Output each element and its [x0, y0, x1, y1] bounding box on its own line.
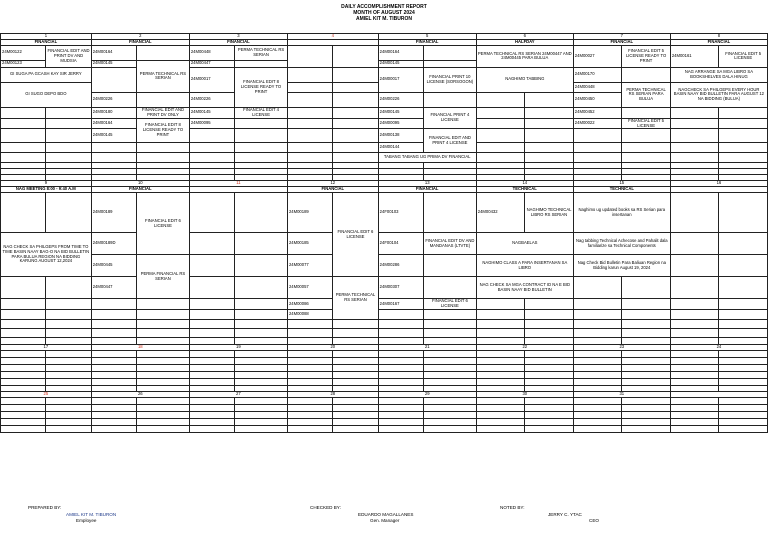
day-11: 11 — [189, 181, 287, 187]
checked-by-name: EDUARDO MAGALLANES — [358, 512, 414, 517]
week2-row — [1, 310, 768, 320]
entry-code: 24M00189 — [287, 193, 332, 233]
day-12: 12 — [287, 181, 378, 187]
entry-task: TABANG TABANG UG PRIMA DV FINANCIAL — [378, 153, 476, 163]
day-3: 3 — [189, 34, 287, 40]
week1-row — [1, 143, 768, 153]
entry-code: 24M00448 — [573, 82, 622, 92]
prepared-by-role: Employee — [76, 518, 97, 523]
day-16: 16 — [670, 181, 767, 187]
entry-code: 24M00086 — [287, 299, 332, 310]
entry-code: 24M00189D — [91, 233, 136, 255]
week1-row — [1, 118, 768, 129]
noted-by-label: NOTED BY: — [500, 505, 525, 510]
day-8: 8 — [670, 34, 767, 40]
day-27: 27 — [189, 392, 287, 398]
entry-task: NAG CHECK SA PHILGEPS FROM TIME TO TIME BASIN NAAY BAG-O NA BID BULLETIN PARA BULUA REGION NA BIDDING KARUNG AUGUST 12,2024 — [1, 233, 92, 277]
day-2: 2 — [91, 34, 189, 40]
entry-task: FINANCIAL EDIT 6 LICENSE — [333, 193, 378, 277]
dept-day-9: NAG MEETING 8:00 - 9:40 A.M — [1, 187, 92, 193]
entry-task: FINANCIAL EDIT 5 LICENSE READY TO PRINT — [622, 45, 671, 67]
week1-row — [1, 153, 768, 163]
dept-day-1: FINANCIAL — [1, 39, 92, 45]
entry-code: 24M00077 — [287, 255, 332, 277]
entry-task: FINANCIAL EDIT 8 LICENSE READY TO PRINT — [235, 67, 288, 107]
entry-code: 24M00145 — [378, 107, 423, 118]
week2-row — [1, 193, 768, 233]
entry-task: PERMA TECHNICAL RS SERIAN 24M00447 AND 24M00445 PARA BULUA — [476, 45, 573, 67]
noted-by-name: JERRY C. YTAC — [548, 512, 582, 517]
entry-code: 24M00057 — [287, 277, 332, 299]
day-26: 26 — [91, 392, 189, 398]
entry-task: FINANCIAL EDIT 6 LICENSE — [137, 193, 190, 255]
entry-code: 24M00180 — [91, 107, 136, 118]
day-6: 6 — [476, 34, 573, 40]
entry-code: 24M00088 — [287, 310, 332, 320]
entry-code: 24M00448 — [189, 45, 234, 60]
entry-task: FINANCIAL PRINT 10 LICENSE (SORSOGON) — [424, 67, 477, 92]
dept-day-12: FINANCIAL — [287, 187, 378, 193]
day-19: 19 — [189, 345, 287, 351]
entry-task: NAGCHECK SA PHILGEPS EVERY HOUR BASIN NAAY BID BULLETIN PARA AUGUST 12 NA BIDDING (BULUA) — [670, 82, 767, 107]
dept-day-7: FINANCIAL — [573, 39, 670, 45]
entry-task: PERMA TECHNICAL RS SERIAN — [235, 45, 288, 60]
entry-code: 24M00445 — [91, 255, 136, 277]
entry-code: 24F00103 — [378, 193, 423, 233]
day-22: 22 — [476, 345, 573, 351]
entry-task: Nag tabbing Technical Achecose and Pahalit dala familiarize sa Technical Components — [573, 233, 670, 255]
report-month: MONTH OF AUGUST 2024 — [353, 10, 415, 16]
entry-task: FINANCIAL EDIT 5 LICENSE — [719, 45, 768, 67]
report-title: DAILY ACCOMPLISHMENT REPORT — [341, 4, 427, 10]
week1-row — [1, 129, 768, 143]
entry-code: 24M00452 — [573, 107, 622, 118]
entry-task: PERMA TECHNICAL RS SERIAN PARA BULUA — [622, 82, 671, 107]
entry-code: 24M00095 — [378, 118, 423, 129]
entry-code: 24M00170 — [573, 67, 622, 82]
entry-task: FINANCIAL EDIT AND PRINT DV ONLY — [137, 107, 190, 118]
entry-task: NAG CHECK SA MGA CONTRACT ID NA E BID BASIN NAAY BID BULLETIN — [476, 277, 573, 299]
entry-code: 24M00447 — [91, 277, 136, 299]
entry-task: PERMA TECHNICAL RS SERIAN — [137, 60, 190, 92]
entry-code: 24M00164 — [91, 118, 136, 129]
entry-code: 24M00164 — [91, 45, 136, 60]
entry-code: 24M00189 — [91, 193, 136, 233]
entry-code: 24M00164 — [378, 45, 423, 60]
dept-day-15: TECHNICAL — [573, 187, 670, 193]
entry-task: PERMA FINANCIAL RS SERIAN — [137, 255, 190, 299]
day-18: 18 — [91, 345, 189, 351]
entry-task: FINANCIAL EDIT 4 LICENSE — [235, 107, 288, 118]
dept-day-6: HALFDAY — [476, 39, 573, 45]
entry-task: NAG ARRANGE SA MGA LIBRO SA BOOKSHELVES DALA HINUG — [670, 67, 767, 82]
entry-code: 24M00226 — [91, 92, 136, 107]
day-4: 4 — [287, 34, 378, 40]
week1-row — [1, 107, 768, 118]
week2-row — [1, 233, 768, 255]
week1-row — [1, 45, 768, 60]
entry-code: 24M00145 — [378, 60, 423, 67]
entry-task: NAGBAELAS — [476, 233, 573, 255]
week1-row — [1, 67, 768, 82]
week2-row — [1, 255, 768, 277]
dept-day-5: FINANCIAL — [378, 39, 476, 45]
dept-day-8: FINANCIAL — [670, 39, 767, 45]
entry-code: 24M00167 — [378, 299, 423, 310]
entry-code: 24M00185 — [287, 233, 332, 255]
entry-code: 24M00307 — [378, 277, 423, 299]
noted-by-role: CEO — [589, 518, 599, 523]
entry-task: FINANCIAL EDIT AND PRINT DV AND MUDSIA — [46, 45, 91, 67]
day-15: 15 — [573, 181, 670, 187]
day-13: 13 — [378, 181, 476, 187]
entry-code: 24M00017 — [378, 67, 423, 92]
day-9: 9 — [1, 181, 92, 187]
entry-task: FINANCIAL EDIT 6 LICENSE — [424, 299, 477, 310]
entry-task: FINANCIAL EDIT AND PRINT 4 LICENSE — [424, 129, 477, 153]
entry-code: 24M00095 — [189, 118, 234, 129]
entry-code: 24M00122 — [1, 45, 46, 60]
prepared-by-name: AMIEL KIT M. TIBURON — [66, 512, 117, 517]
day-10: 10 — [91, 181, 189, 187]
entry-note: GI SUGO DEPO BDO — [1, 82, 92, 107]
day-28: 28 — [287, 392, 378, 398]
day-1: 1 — [1, 34, 92, 40]
entry-task: Nag Check Bid Bulletin Para Baliuan Region na Bidding karun August 19, 2024 — [573, 255, 670, 277]
day-30: 30 — [476, 392, 573, 398]
entry-task: FINANCIAL EDIT 5 LICENSE — [622, 118, 671, 129]
entry-code: 24M00226 — [189, 92, 234, 107]
entry-code: 24M00161 — [670, 45, 719, 67]
day-7: 7 — [573, 34, 670, 40]
entry-code: 24M00286 — [378, 255, 423, 277]
dept-day-10: FINANCIAL — [91, 187, 189, 193]
day-20: 20 — [287, 345, 378, 351]
entry-code: 24M00017 — [189, 67, 234, 92]
checked-by-role: Gen. Manager — [370, 518, 400, 523]
day-21: 21 — [378, 345, 476, 351]
day-23: 23 — [573, 345, 670, 351]
entry-code: 24M00145 — [91, 60, 136, 67]
day-25: 25 — [1, 392, 92, 398]
report-name: AMIEL KIT M. TIBURON — [355, 16, 412, 22]
entry-task: FINANCIAL EDIT DV AND MANDANAS (LTVTE) — [424, 233, 477, 255]
entry-code: 24M00027 — [573, 45, 622, 67]
entry-task: NAGHIMO CLASS A PARA INSERTANAN SA LIBRO — [476, 255, 573, 277]
entry-task: NAGHIMO TABBING — [476, 67, 573, 92]
entry-note: GI SUGA PA GCASH KAY SIR JERRY — [1, 67, 92, 82]
dept-day-13: FINANCIAL — [378, 187, 476, 193]
entry-task: Naghimo ug updated books sa RS Serian para insertanan — [573, 193, 670, 233]
calendar-table — [0, 33, 768, 433]
day-31: 31 — [573, 392, 670, 398]
entry-code: 24M00022 — [573, 118, 622, 129]
entry-task: FINANCIAL PRINT 4 LICENSE — [424, 107, 477, 129]
entry-code: 24M00123 — [1, 60, 46, 67]
week2-row — [1, 299, 768, 310]
day-17: 17 — [1, 345, 92, 351]
prepared-by-label: PREPARED BY: — [28, 505, 62, 510]
entry-code: 24M00226 — [378, 92, 423, 107]
dept-day-3: FINANCIAL — [189, 39, 287, 45]
checked-by-label: CHECKED BY: — [310, 505, 341, 510]
entry-task: PERMA TECHNICAL RS SERIAN — [333, 277, 378, 320]
entry-code: 24F00104 — [378, 233, 423, 255]
day-5: 5 — [378, 34, 476, 40]
entry-code: 24M00144 — [378, 143, 423, 153]
day-24: 24 — [670, 345, 767, 351]
day-14: 14 — [476, 181, 573, 187]
week2-row — [1, 277, 768, 299]
entry-task: NAGHIMO TECHNICAL LIBRO RS SERIAN — [525, 193, 574, 233]
day-29: 29 — [378, 392, 476, 398]
entry-code: 24M00145 — [189, 107, 234, 118]
entry-code: 24M00450 — [573, 92, 622, 107]
entry-code: 24M00432 — [476, 193, 525, 233]
entry-code: 24M00447 — [189, 60, 234, 67]
entry-task: FINANCIAL EDIT 8 LICENSE READY TO PRINT — [137, 118, 190, 143]
dept-day-14: TECHNICAL — [476, 187, 573, 193]
dept-day-2: FINANCIAL — [91, 39, 189, 45]
entry-code: 24M00145 — [91, 129, 136, 143]
entry-code: 24M00138 — [378, 129, 423, 143]
